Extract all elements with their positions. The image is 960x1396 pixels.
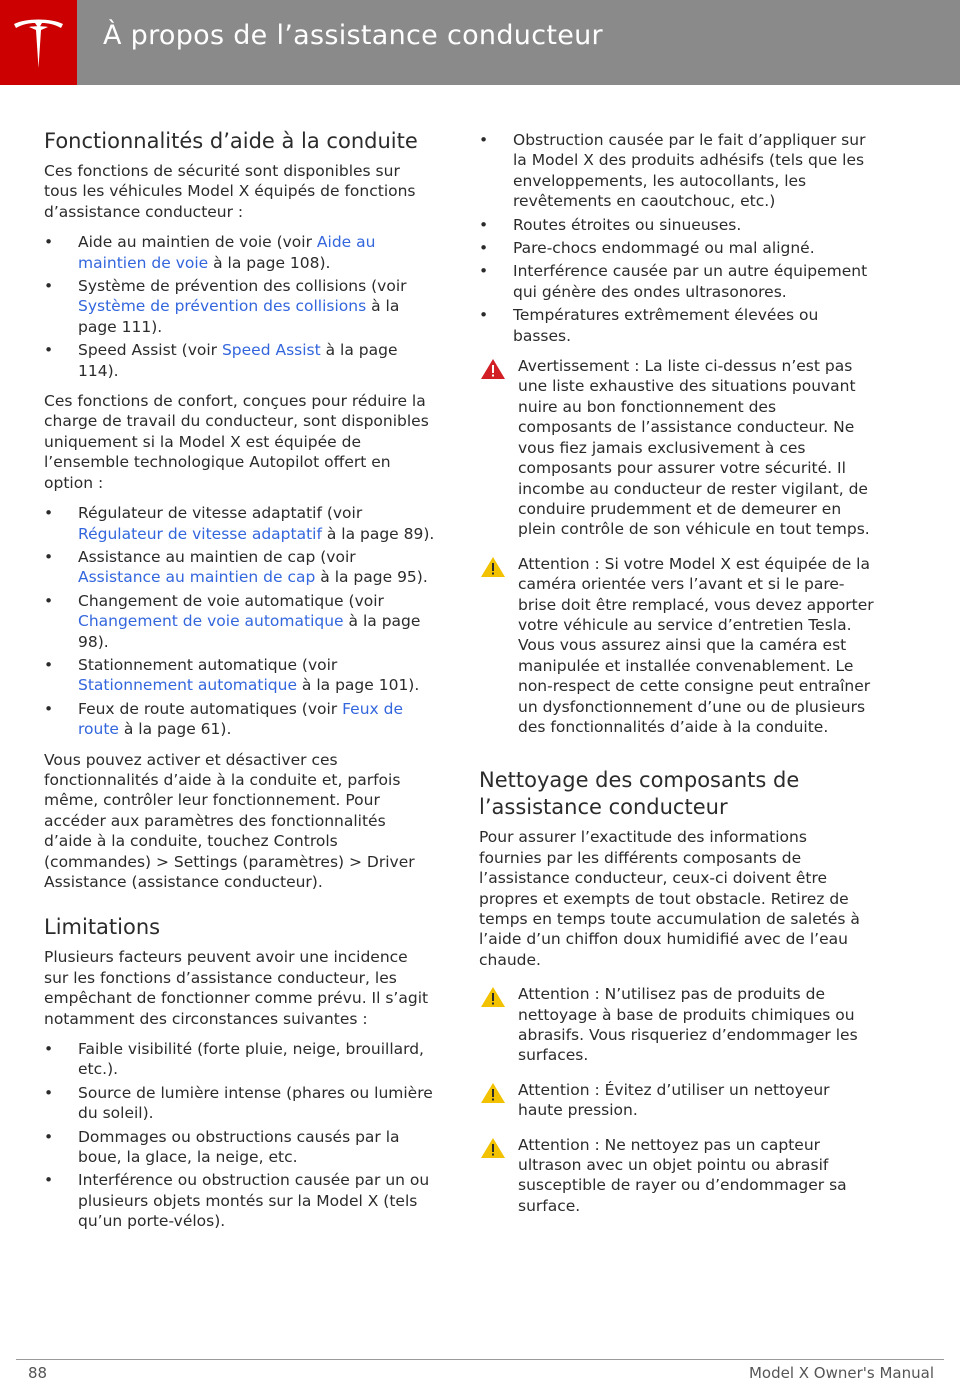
list-item [44, 547, 436, 588]
cross-reference-link[interactable]: Changement de voie automatique [78, 612, 344, 631]
bullet: • [479, 215, 489, 234]
manual-name: Model X Owner's Manual [748, 1364, 934, 1382]
bullet: • [44, 1127, 54, 1146]
item-text: Système de prévention des collisions (voir [78, 277, 407, 296]
left-column [44, 128, 436, 1242]
caution-text: Attention : N’utilisez pas de produits de nettoyage à base de produits chimiques ou abrasifs. Vous risqueriez d’endommager les surfaces. [518, 985, 858, 1065]
section-heading-driving-aids: Fonctionnalités d’aide à la conduite [44, 129, 418, 153]
list-item [479, 261, 874, 302]
list-item [44, 1039, 436, 1080]
page-title: À propos de l’assistance conducteur [103, 20, 603, 51]
limitations-list-continued [479, 130, 874, 346]
list-item [44, 276, 436, 337]
page-header [0, 0, 960, 85]
caution-triangle-icon [480, 556, 506, 578]
section-heading-limitations: Limitations [44, 915, 161, 940]
warning-triangle-icon [480, 358, 506, 380]
section-heading-cleaning: Nettoyage des composants de l’assistance conducteur [479, 768, 800, 820]
item-text: à la page 114). [78, 341, 398, 380]
tesla-logo [0, 0, 77, 85]
bullet: • [44, 341, 54, 360]
item-text: Régulateur de vitesse adaptatif (voir [78, 504, 363, 523]
item-text: Interférence ou obstruction causée par un ou plusieurs objets montés sur la Model X (tels qu’un porte-vélos). [78, 1171, 430, 1231]
list-item [44, 1083, 436, 1124]
limitations-list [44, 1039, 436, 1232]
bullet: • [44, 1171, 54, 1190]
bullet: • [44, 591, 54, 610]
list-item [44, 232, 436, 273]
bullet: • [44, 233, 54, 252]
item-text: à la page 108). [208, 253, 331, 272]
list-item [479, 305, 874, 346]
list-item [44, 503, 436, 544]
cross-reference-link[interactable]: Aide au maintien de voie [78, 233, 376, 272]
right-column [479, 130, 874, 1230]
list-item [479, 130, 874, 212]
bullet: • [44, 655, 54, 674]
caution-text: Attention : Ne nettoyez pas un capteur ultrason avec un objet pointu ou abrasif susceptible de rayer ou d’endommager sa surface. [518, 1135, 847, 1215]
list-item [479, 238, 874, 258]
cross-reference-link[interactable]: Assistance au maintien de cap [78, 568, 316, 587]
cross-reference-link[interactable]: Feux de route [78, 699, 403, 739]
warning-notice [479, 356, 874, 540]
item-text: Assistance au maintien de cap (voir [78, 547, 356, 566]
settings-paragraph: Vous pouvez activer et désactiver ces fonctionnalités d’aide à la conduite et, parfois même, contrôler leur fonctionnement. Pour accéder aux paramètres des fonctionnalités d’aide à la conduite, touchez Controls (commandes) > Settings (paramètres) > Driver Assistance (assistance conducteur). [44, 750, 415, 891]
bullet: • [479, 131, 489, 149]
caution-triangle-icon [480, 986, 506, 1008]
bullet: • [479, 306, 489, 325]
list-item [44, 655, 436, 696]
caution-text: Attention : Évitez d’utiliser un nettoyeur haute pression. [518, 1080, 830, 1120]
item-text: Pare-chocs endommagé ou mal aligné. [513, 239, 815, 258]
caution-triangle-icon [480, 1082, 506, 1104]
safety-features-list [44, 232, 436, 381]
item-text: à la page 98). [78, 612, 421, 651]
caution-triangle-icon [480, 1137, 506, 1159]
intro-paragraph: Ces fonctions de sécurité sont disponibles sur tous les véhicules Model X équipés de fonctions d’assistance conducteur : [44, 162, 416, 221]
item-text: à la page 89). [321, 524, 435, 543]
list-item [44, 591, 436, 652]
caution-notice [479, 1135, 874, 1217]
item-text: à la page 111). [78, 297, 400, 336]
caution-notice [479, 984, 874, 1066]
item-text: Obstruction causée par le fait d’appliquer sur la Model X des produits adhésifs (tels que les enveloppements, les autocollants, les revêtements en caoutchouc, etc.) [513, 131, 866, 211]
caution-notice [479, 554, 874, 738]
cross-reference-link[interactable]: Stationnement automatique [78, 676, 297, 695]
item-text: Faible visibilité (forte pluie, neige, brouillard, etc.). [78, 1040, 424, 1079]
list-item [479, 215, 874, 235]
item-text: Dommages ou obstructions causés par la boue, la glace, la neige, etc. [78, 1127, 400, 1167]
caution-text: Attention : Si votre Model X est équipée de la caméra orientée vers l’avant et si le pare-brise doit être remplacé, vous devez apporter votre véhicule au service d’entretien Tesla. Vous vous assurez ainsi que la caméra est manipulée et installée convenablement. Le non-respect de cette consigne peut entraîner un dysfonctionnement d’une ou de plusieurs des fonctionnalités d’aide à la conduite. [518, 554, 874, 736]
bullet: • [479, 239, 489, 258]
item-text: Interférence causée par un autre équipement qui génère des ondes ultrasonores. [513, 262, 868, 301]
comfort-features-list [44, 503, 436, 739]
tesla-logo-icon [12, 18, 65, 68]
bullet: • [44, 504, 54, 523]
bullet: • [44, 547, 54, 566]
item-text: Stationnement automatique (voir [78, 655, 338, 674]
item-text: Aide au maintien de voie (voir [78, 233, 317, 252]
caution-notice [479, 1080, 874, 1121]
item-text: à la page 95). [315, 568, 428, 587]
item-text: à la page 101). [297, 676, 420, 695]
item-text: Source de lumière intense (phares ou lumière du soleil). [78, 1083, 433, 1123]
bullet: • [44, 699, 54, 718]
item-text: à la page 61). [118, 720, 232, 739]
limitations-intro: Plusieurs facteurs peuvent avoir une incidence sur les fonctions d’assistance conducteur, les empêchant de fonctionner comme prévu. Il s’agit notamment des circonstances suivantes : [44, 948, 429, 1028]
item-text: Changement de voie automatique (voir [78, 591, 384, 610]
footer-divider [16, 1359, 944, 1360]
comfort-intro-paragraph: Ces fonctions de confort, conçues pour réduire la charge de travail du conducteur, sont disponibles uniquement si la Model X est équipée de l’ensemble technologique Autopilot offert en option : [44, 392, 429, 492]
item-text: Routes étroites ou sinueuses. [513, 215, 742, 234]
bullet: • [479, 262, 489, 281]
item-text: Températures extrêmement élevées ou basses. [513, 306, 819, 345]
page-number: 88 [28, 1364, 48, 1382]
warning-text: Avertissement : La liste ci-dessus n’est pas une liste exhaustive des situations pouvant nuire au bon fonctionnement des composants de l’assistance conducteur. Ne vous fiez jamais exclusivement à ces composants pour assurer votre sécurité. Il incombe au conducteur de rester vigilant, de conduire prudemment et de demeurer en plein contrôle de son véhicule en tout temps. [518, 357, 870, 539]
item-text: Speed Assist (voir [78, 341, 222, 360]
item-text: Feux de route automatiques (voir [78, 699, 343, 718]
list-item [44, 1170, 436, 1231]
list-item [44, 1127, 436, 1168]
cross-reference-link[interactable]: Système de prévention des collisions [78, 297, 367, 316]
cleaning-paragraph: Pour assurer l’exactitude des informations fournies par les différents composants de l’assistance conducteur, ceux-ci doivent être propres et exempts de tout obstacle. Retirez de temps en temps toute accumulation de saletés à l’aide d’un chiffon doux humidifié avec de l’eau chaude. [479, 828, 860, 969]
bullet: • [44, 1040, 54, 1059]
cross-reference-link[interactable]: Régulateur de vitesse adaptatif [78, 524, 322, 543]
cross-reference-link[interactable]: Speed Assist [221, 341, 321, 360]
bullet: • [44, 1083, 54, 1102]
bullet: • [44, 277, 54, 296]
list-item [44, 340, 436, 381]
list-item [44, 699, 436, 740]
